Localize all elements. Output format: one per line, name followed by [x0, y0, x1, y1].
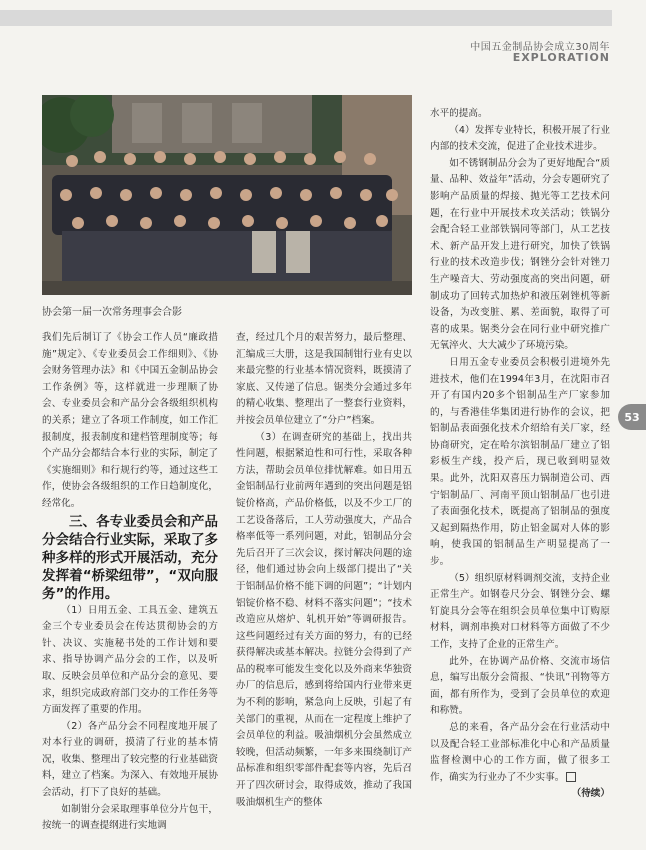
paragraph: 日用五金专业委员会积极引进境外先进技术，他们在1994年3月，在沈阳市召开了有国内20多个铝制品生产厂家参加的，与香港佳华集团进行协作的会议，把铝制品表面强化技术介绍给有关厂家，经协商研究，定在哈尔滨铝制品厂建立了铝彩板生产线，投产后，现已收到明显效果。此外，沈阳双喜压力锅制造公司、西宁铝制品厂、河南平顶山铝制品厂也引进了表面强化技术，既提高了铝制品的强度又起到隔热作用，防止铝金属对人体的影响，使我国的铝制品生产明显提高了一步。: [430, 356, 610, 568]
paragraph: （3）在调查研究的基础上，找出共性问题，根据紧迫性和可行性，采取各种方法，帮助会员单位排忧解难。如日用五金铝制品行业前两年遇到的突出问题是铝锭价格高，产品价格低，以及不少工厂的工艺设备落后，工人劳动强度大，产品合格率低等一系列问题，对此，铝制品分会先后召开了三次会议，探讨解决问题的途径，他们通过协会向上级部门提出了“关于铝制品价格不能下调的问题”；“计划内铝锭价格不稳、材料不落实问题”；“技术改造应从熔炉、轧机开始”等调研报告。这些问题经过有关方面的努力，有的已经获得解决或基本解决。拉链分会得到了产品的税率可能发生变化以及外商来华独资办厂的信息后，感到将给国内行业带来更为不利的影响，紧急向上反映，引起了有关部门的重视，从而在一定程度上维护了会员单位的利益。吸油烟机分会虽然成立较晚，但活动频繁，一年多来围绕制订产品标准和组织零部件配套等内容，先后召开了四次研讨会，取得成效，推动了我国吸油烟机生产的整体: [236, 431, 412, 808]
header-title: 中国五金制品协会成立30周年: [470, 42, 610, 53]
paragraph-text: 总的来看，各产品分会在行业活动中以及配合轻工业部标准化中心和产品质量监督检测中心的工作方面，做了很多工作，确实为行业办了不少实事。: [430, 721, 610, 783]
section-heading: 三、各专业委员会和产品分会结合行业实际，采取了多种多样的形式开展活动，充分发挥着“桥梁纽带”，“双向服务”的作用。: [42, 513, 218, 602]
paragraph: （2）各产品分会不同程度地开展了对本行业的调研，摸清了行业的基本情况，收集、整理出了较完整的行业基础资料，建立了档案。为深入、有效地开展协会活动，打下了良好的基础。: [42, 720, 218, 799]
header-bar: [0, 10, 612, 26]
paragraph: 此外，在协调产品价格、交流市场信息，编写出版分会简报、“快讯”刊物等方面，都有所作为，受到了会员单位的欢迎和称赞。: [430, 655, 610, 717]
paragraph: 如不锈钢制品分会为了更好地配合“质量、品种、效益年”活动，分会专题研究了影响产品质量的焊接、抛光等工艺技术问题，在行业中开展技术攻关活动；铁锅分会配合轻工业部铁锅同等部门，从工艺技术、新产品开发上进行研究，加快了铁锅行业的技术改造步伐；钢锉分会针对锉刀生产噪音大、劳动强度高的突出问题，研制成功了回转式加热炉和液压剁锉机等新设备，为改变脏、累、差面貌，取得了可喜的成果。锯类分会在同行业中研究推广无氧淬火、大大减少了环境污染。: [430, 157, 610, 352]
header-subtitle: EXPLORATION: [512, 51, 610, 64]
photo-caption: 协会第一届一次常务理事会合影: [42, 307, 182, 318]
paragraph: [430, 720, 610, 786]
paragraph: 水平的提高。: [430, 108, 488, 119]
column-3: [430, 106, 610, 803]
paragraph: （1）日用五金、工具五金、建筑五金三个专业委员会在传达贯彻协会的方针、决议、实施秘书处的工作计划和要求、指导协调产品分会的工作，以及听取、反映会员单位和产品分会的意见、要求，组织完成政府部门交办的工作任务等方面发挥了重要的作用。: [42, 604, 218, 716]
paragraph: 如制钳分会采取理事单位分片包干，按统一的调查提纲进行实地调: [42, 803, 218, 832]
paragraph: （5）组织原材料调剂交流，支持企业正常生产。如钢卷尺分会、钢锉分会、螺钉旋具分会等在组织会员单位集中订购原材料，调剂串换对口材料等方面做了不少工作，支持了企业的正常生产。: [430, 572, 610, 650]
paragraph: （4）发挥专业特长，积极开展了行业内部的技术交流，促进了企业技术进步。: [430, 124, 610, 153]
paragraph: 查，经过几个月的艰苦努力，最后整理、汇编成三大册，这是我国制钳行业有史以来最完整的行业基本情况资料，既摸清了家底、又传递了信息。锯类分会通过多年的精心收集、整理出了一整套行业资料，并按会员单位建立了“分户”档案。: [236, 332, 412, 426]
column-1: [42, 330, 218, 835]
page-number-tab: 53: [618, 404, 646, 430]
column-2: [236, 330, 412, 811]
group-photo: [42, 95, 412, 295]
to-be-continued: （待续）: [571, 788, 610, 800]
paragraph: 我们先后制订了《协会工作人员“廉政措施”规定》、《专业委员会工作细则》、《协会财务管理办法》和《中国五金制品协会工作条例》等，这样就进一步理顺了协会、专业委员会和产品分会各级组织机构的关系；建立了各项工作制度，如工作汇报制度，报表制度和建档管理制度等；每个产品分会都结合本行业的实际，制定了《实施细则》和行规行约等，通过这些工作，使协会各级组织的工作日趋制度化，经常化。: [42, 332, 218, 509]
end-mark-icon: [566, 772, 576, 782]
